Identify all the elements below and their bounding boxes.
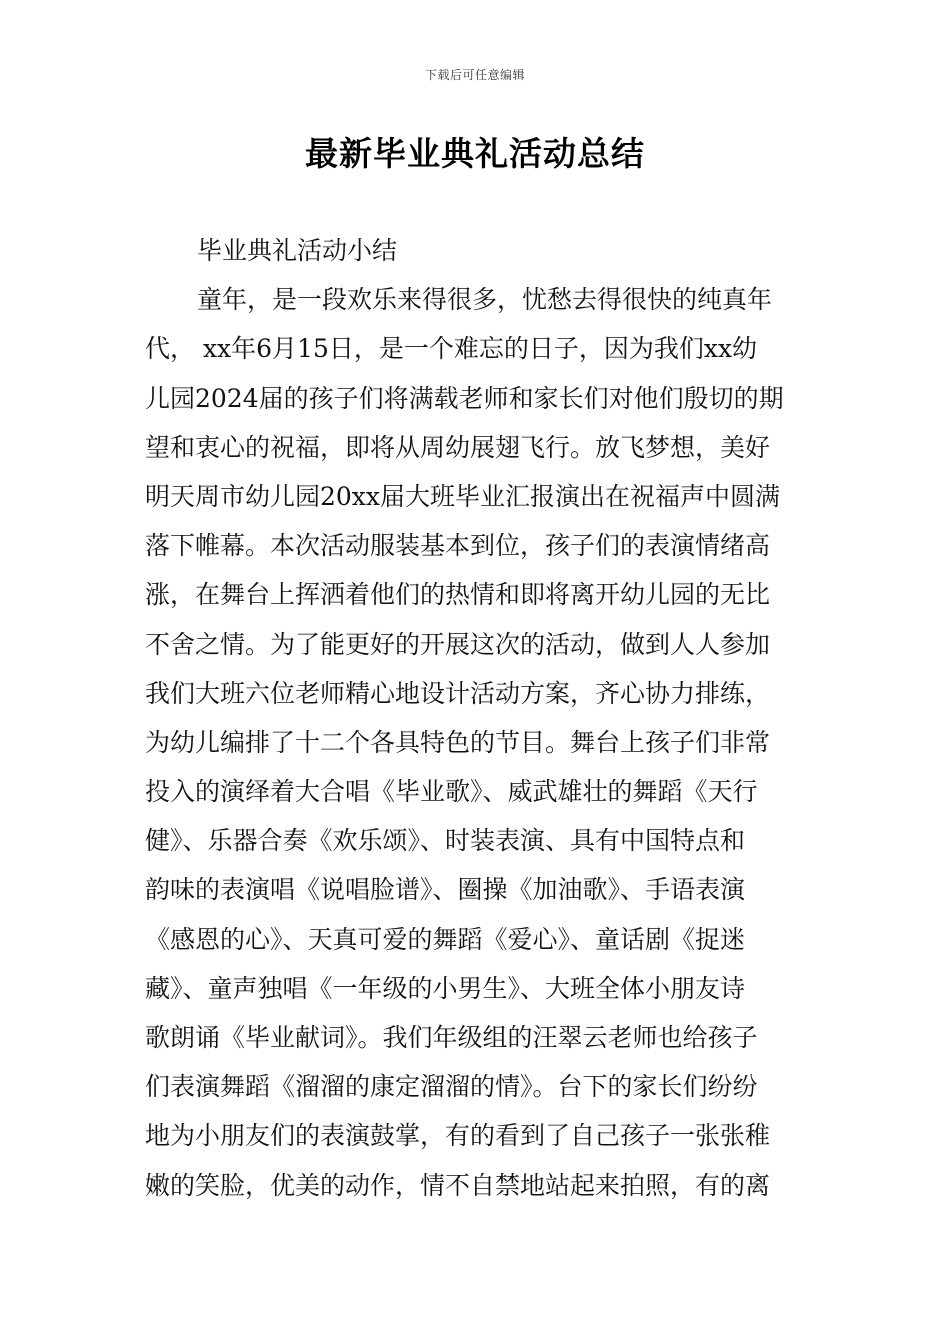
paragraph-line: 《感恩的心》、天真可爱的舞蹈《爱心》、童话剧《捉迷 [145, 924, 746, 954]
paragraph-line: 落下帷幕。本次活动服装基本到位，孩子们的表演情绪高 [145, 531, 771, 561]
document-body [145, 226, 807, 1210]
paragraph-line: 健》、乐器合奏《欢乐颂》、时装表演、具有中国特点和 [145, 826, 746, 856]
paragraph-line: 为幼儿编排了十二个各具特色的节目。舞台上孩子们非常 [145, 727, 771, 757]
paragraph-line: 涨，在舞台上挥洒着他们的热情和即将离开幼儿园的无比 [145, 580, 771, 610]
paragraph-line: 我们大班六位老师精心地设计活动方案，齐心协力排练， [145, 678, 771, 708]
paragraph-line: 歌朗诵《毕业献词》。我们年级组的汪翠云老师也给孩子 [145, 1023, 758, 1052]
paragraph-line: 望和衷心的祝福，即将从周幼展翅飞行。放飞梦想，美好 [145, 432, 771, 462]
paragraph-line: 藏》、童声独唱《一年级的小男生》、大班全体小朋友诗 [145, 973, 746, 1003]
paragraph-line: 们表演舞蹈《溜溜的康定溜溜的情》。台下的家长们纷纷 [145, 1072, 758, 1102]
paragraph-line: 投入的演绎着大合唱《毕业歌》、威武雄壮的舞蹈《天行 [145, 777, 758, 807]
paragraph-line: 代， xx年6月15日，是一个难忘的日子，因为我们xx幼 [145, 334, 758, 364]
header-note: 下载后可任意编辑 [424, 68, 525, 82]
paragraph-line: 不舍之情。为了能更好的开展这次的活动，做到人人参加 [145, 629, 771, 659]
paragraph-line: 地为小朋友们的表演鼓掌，有的看到了自己孩子一张张稚 [145, 1121, 771, 1151]
paragraph-line: 韵味的表演唱《说唱脸谱》、圈操《加油歌》、手语表演 [145, 875, 746, 905]
paragraph-line: 童年，是一段欢乐来得很多，忧愁去得很快的纯真年 [197, 285, 773, 315]
paragraph-line: 儿园2024届的孩子们将满载老师和家长们对他们殷切的期 [145, 383, 784, 413]
document-title: 最新毕业典礼活动总结 [305, 134, 645, 173]
paragraph-line: 嫩的笑脸，优美的动作，情不自禁地站起来拍照，有的离 [145, 1170, 771, 1200]
paragraph-line: 明天周市幼儿园20xx届大班毕业汇报演出在祝福声中圆满 [145, 481, 781, 511]
section-heading: 毕业典礼活动小结 [197, 236, 398, 265]
